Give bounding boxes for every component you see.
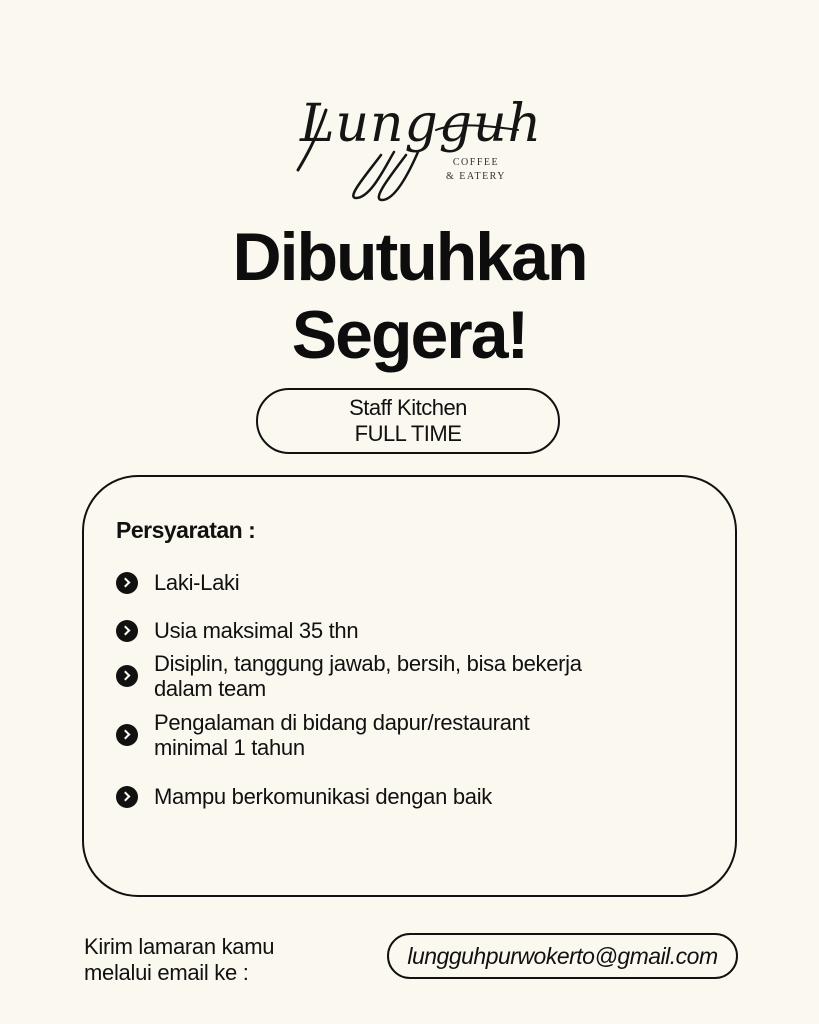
requirement-item — [116, 710, 676, 760]
requirement-text: Mampu berkomunikasi dengan baik — [154, 784, 493, 809]
brand-subtitle — [441, 156, 511, 184]
apply-line2: melalui email ke : — [84, 960, 249, 985]
requirement-item — [116, 570, 676, 595]
requirements-title: Persyaratan : — [116, 517, 256, 543]
chevron-right-bullet-icon — [116, 786, 138, 808]
chevron-right-bullet-icon — [116, 724, 138, 746]
requirement-text: Pengalaman di bidang dapur/restaurant — [154, 710, 530, 735]
chevron-right-bullet-icon — [116, 620, 138, 642]
brand-name: Lungguh — [300, 94, 543, 154]
requirement-text-continued: dalam team — [154, 676, 266, 701]
requirement-text-continued: minimal 1 tahun — [154, 735, 305, 760]
requirement-text: Usia maksimal 35 thn — [154, 618, 359, 643]
requirements-card — [82, 475, 737, 897]
brand-logo — [286, 80, 543, 205]
requirement-item — [116, 618, 676, 643]
requirement-text: Disiplin, tanggung jawab, bersih, bisa bekerja — [154, 651, 582, 676]
role-title: Staff Kitchen — [349, 395, 467, 420]
email-contact[interactable]: lungguhpurwokerto@gmail.com — [387, 933, 738, 979]
role-type: FULL TIME — [354, 421, 462, 446]
headline — [0, 218, 819, 374]
headline-line2: Segera! — [291, 297, 528, 373]
requirement-text: Laki-Laki — [154, 570, 240, 595]
role-badge — [256, 388, 560, 454]
brand-sub-line2: & EATERY — [445, 171, 507, 182]
requirement-item — [116, 784, 676, 809]
headline-line1: Dibutuhkan — [232, 219, 587, 295]
chevron-right-bullet-icon — [116, 665, 138, 687]
requirement-item — [116, 651, 676, 701]
brand-sub-line1: COFFEE — [452, 157, 500, 168]
chevron-right-bullet-icon — [116, 572, 138, 594]
apply-instructions — [84, 934, 274, 986]
apply-line1: Kirim lamaran kamu — [84, 934, 275, 959]
